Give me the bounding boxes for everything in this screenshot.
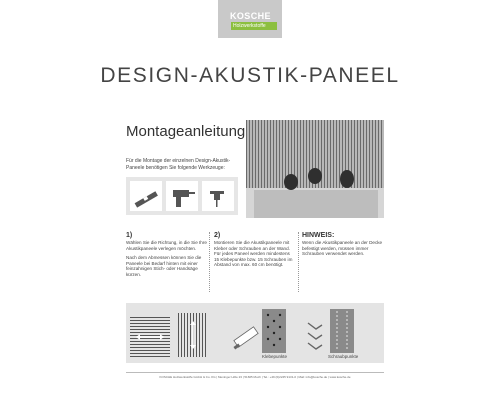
panel-vertical [178, 313, 208, 357]
column-divider [209, 232, 210, 292]
step-paragraph: Wählen Sie die Richtung, in die Sie Ihre Akustikpaneele verlegen möchten. [126, 240, 207, 251]
mounting-illustration [126, 303, 384, 363]
footer-rule [126, 372, 384, 373]
intro-text: Für die Montage der einzelnen Design-Akustik-Paneele benötigen Sie folgende Werkzeuge: [126, 158, 231, 171]
step-hint [302, 232, 384, 257]
panel-horizontal [130, 317, 170, 357]
double-arrow-icon [178, 313, 208, 357]
document-subtitle: Montageanleitung [126, 123, 246, 140]
person-figure [284, 174, 298, 190]
column-divider [298, 232, 299, 292]
step-1 [126, 232, 208, 278]
tool-drill [166, 181, 198, 211]
tools-strip [126, 177, 238, 215]
step-paragraph: Montieren Sie die Akustikpaneele mit Kleber oder Schrauben an der Wand. Für jedes Paneel werden mindestens 15 Klebepunkte bzw. 15 Schrauben im Abstand von max. 60 cm benötigt. [214, 240, 293, 268]
brand-logo [218, 0, 282, 38]
step-number: 2) [214, 232, 221, 239]
board-glue-points [262, 309, 286, 353]
double-arrow-icon [130, 317, 170, 357]
tool-level [130, 181, 162, 211]
document-title: DESIGN-AKUSTIK-PANEEL [100, 64, 400, 87]
glue-points [262, 309, 286, 353]
level-icon [130, 181, 162, 211]
screws-icon [304, 317, 326, 351]
sofa-shape [254, 190, 378, 218]
step-paragraph: Wenn die Akustikpaneele an der Decke befestigt werden, müssen immer Schrauben verwendet werden. [302, 240, 383, 257]
person-figure [340, 170, 354, 188]
drill-icon [166, 181, 198, 211]
screw-points [330, 309, 354, 353]
label-screw-points: Schraubpunkte [328, 354, 359, 359]
footer-address: KOSCHE Holzwerkstoffe GmbH & Co. KG | Meninger Höfe 23 | 51665 Much | Tel.: +49 (0)2245 9131-0 | Mail: info@kosche.de | www.kosche.de [159, 375, 351, 379]
logo-wordmark: KOSCHE [230, 11, 271, 21]
glue-tube-icon [230, 321, 260, 355]
step-number: HINWEIS: [302, 232, 335, 239]
living-room-photo [246, 120, 384, 218]
logo-subline: Holzwerkstoffe [231, 22, 277, 30]
instruction-steps [126, 232, 384, 292]
person-figure [308, 168, 322, 184]
step-number: 1) [126, 232, 133, 239]
label-glue-points: Klebepunkte [262, 354, 288, 359]
tool-jigsaw [202, 181, 234, 211]
step-2 [214, 232, 296, 268]
step-paragraph: Nach dem Abmessen können Sie die Paneele bei Bedarf hinten mit einer feinzahnigen Stich- oder Handsäge kürzen. [126, 255, 202, 277]
board-screw-points [330, 309, 354, 353]
jigsaw-icon [202, 181, 234, 211]
